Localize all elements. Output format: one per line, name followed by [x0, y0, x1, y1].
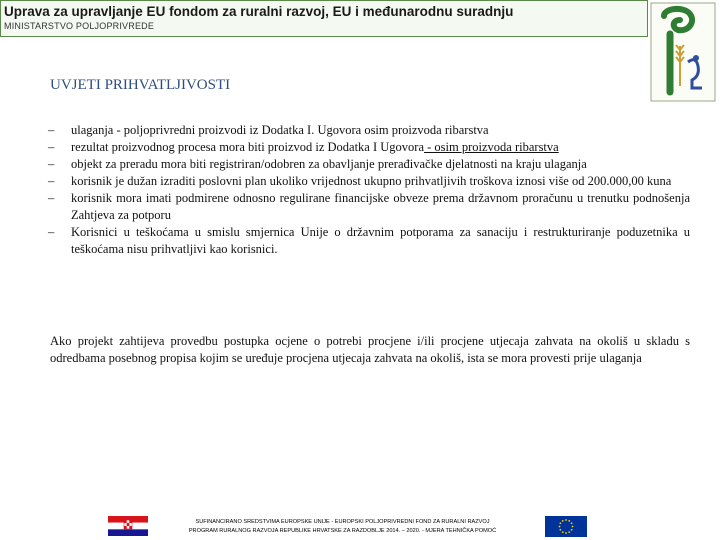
- bullet-marker: –: [48, 225, 55, 239]
- eu-star-icon: [572, 526, 574, 528]
- list-item-text: korisnik je dužan izraditi poslovni plan ukoliko vrijednost ukupno prihvatljivih troškova iznosi više od 200.000,00 kuna: [71, 174, 672, 188]
- eu-star-icon: [562, 520, 564, 522]
- eu-star-icon: [565, 519, 567, 521]
- bullet-marker: –: [48, 157, 55, 171]
- eu-star-icon: [559, 526, 561, 528]
- eu-star-icon: [559, 522, 561, 524]
- eu-star-icon: [568, 531, 570, 533]
- list-item: [48, 224, 690, 258]
- bullet-marker: –: [48, 191, 55, 205]
- list-item-underlined-text: - osim proizvoda ribarstva: [424, 140, 559, 154]
- list-item: [48, 173, 690, 190]
- list-item: [48, 139, 690, 156]
- eu-star-icon: [559, 529, 561, 531]
- list-item: [48, 122, 690, 139]
- eu-star-icon: [568, 520, 570, 522]
- bullet-marker: –: [48, 174, 55, 188]
- ministry-logo-icon: [650, 2, 716, 102]
- bullet-marker: –: [48, 140, 55, 154]
- footer-line-2: PROGRAM RURALNOG RAZVOJA REPUBLIKE HRVATSKE ZA RAZDOBLJE 2014. – 2020. - MJERA TEHNIČKA POMOĆ: [188, 528, 497, 534]
- bullet-marker: –: [48, 123, 55, 137]
- list-item-text: ulaganja - poljoprivredni proizvodi iz Dodatka I. Ugovora osim proizvoda ribarstva: [71, 123, 489, 137]
- footer-line-1: SUFINANCIRANO SREDSTVIMA EUROPSKE UNIJE - EUROPSKI POLJOPRIVREDNI FOND ZA RURALNI RAZVOJ: [195, 519, 490, 525]
- list-item-text: Korisnici u teškoćama u smislu smjernica Unije o državnim potporama za sanaciju i restrukturiranje poduzetnika u teškoćama nisu prihvatljivi kao korisnici.: [71, 225, 690, 256]
- eu-star-icon: [571, 522, 573, 524]
- list-item: [48, 156, 690, 173]
- list-item-text: objekt za preradu mora biti registriran/odobren za obavljanje prerađivačke djelatnosti na kraju ulaganja: [71, 157, 587, 171]
- list-item-text: korisnik mora imati podmirene odnosno regulirane financijske obveze prema državnom proračunu u trenutku podnošenja Zahtjeva za potporu: [71, 191, 690, 222]
- eligibility-conditions-list: [48, 122, 690, 258]
- environmental-assessment-paragraph: Ako projekt zahtijeva provedbu postupka ocjene o potrebi procjene i/ili procjene utjecaja zahvata na okoliš u skladu s odredbama posebnog propisa kojim se uređuje procjena utjecaja zahvata na okoliš, ista se mora provesti prije ulaganja: [50, 334, 690, 365]
- list-item-text: rezultat proizvodnog procesa mora biti proizvod iz Dodatka I Ugovora: [71, 140, 425, 154]
- header-title: Uprava za upravljanje EU fondom za ruralni razvoj, EU i međunarodnu suradnju: [4, 4, 514, 19]
- eu-star-icon: [571, 529, 573, 531]
- header-banner: [0, 0, 648, 37]
- list-item: [48, 190, 690, 224]
- section-title: UVJETI PRIHVATLJIVOSTI: [50, 77, 231, 93]
- footer-funding-note: [155, 518, 530, 536]
- croatian-flag-icon: [108, 516, 148, 536]
- eu-flag-icon: [545, 516, 587, 537]
- header-subtitle: MINISTARSTVO POLJOPRIVREDE: [4, 21, 155, 31]
- eu-star-icon: [565, 532, 567, 534]
- eu-star-icon: [562, 531, 564, 533]
